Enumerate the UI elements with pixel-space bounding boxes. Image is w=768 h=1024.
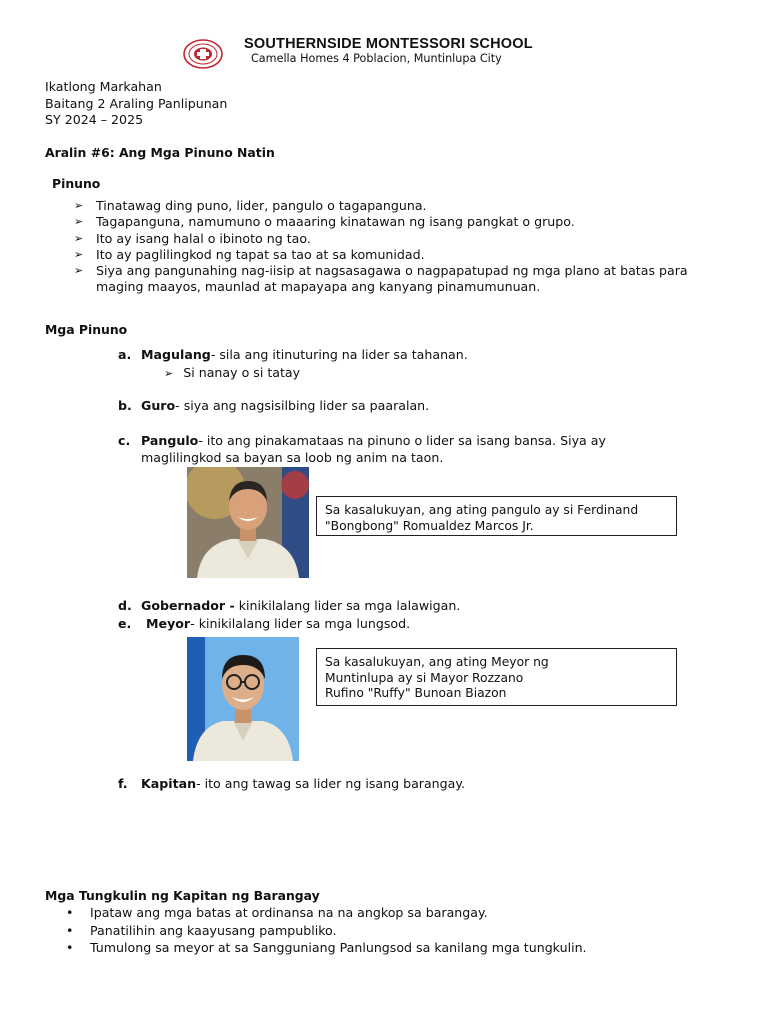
item-term: Magulang bbox=[141, 347, 211, 362]
mga-pinuno-heading: Mga Pinuno bbox=[45, 322, 128, 337]
pinuno-list bbox=[74, 198, 714, 296]
item-letter: e. bbox=[118, 616, 132, 631]
arrow-bullet-icon: ➢ bbox=[74, 199, 84, 212]
arrow-bullet-icon: ➢ bbox=[74, 215, 84, 229]
item-letter: d. bbox=[118, 598, 132, 613]
item-desc: kinikilalang lider sa mga lalawigan. bbox=[234, 598, 461, 613]
bullet-dot-icon: • bbox=[66, 905, 74, 920]
quarter-label: Ikatlong Markahan bbox=[45, 79, 162, 94]
item-letter: a. bbox=[118, 347, 132, 362]
item-term: Kapitan bbox=[141, 776, 197, 791]
item-letter: c. bbox=[118, 433, 131, 448]
arrow-bullet-icon: ➢ bbox=[74, 247, 84, 261]
subject-label: Baitang 2 Araling Panlipunan bbox=[45, 95, 228, 111]
school-address: Camella Homes 4 Poblacion, Muntinlupa City bbox=[251, 52, 502, 65]
list-item: ➢ Siya ang pangunahing nag-iisip at nagsasagawa o nagpapatupad ng mga plano at batas para maging maayos, maunlad at mapayapa ang kanyang pinamumunuan. bbox=[74, 263, 688, 295]
item-term: Gobernador - bbox=[141, 598, 235, 613]
item-term: Meyor bbox=[146, 616, 191, 631]
tungkulin-heading: Mga Tungkulin ng Kapitan ng Barangay bbox=[45, 888, 320, 903]
list-item: • Ipataw ang mga batas at ordinansa na na angkop sa barangay. bbox=[66, 905, 488, 920]
list-item: • Panatilihin ang kaayusang pampubliko. bbox=[66, 922, 337, 938]
mayor-photo bbox=[187, 637, 299, 761]
bullet-dot-icon: • bbox=[66, 940, 74, 955]
item-letter: f. bbox=[118, 776, 128, 791]
arrow-bullet-icon: ➢ bbox=[164, 367, 174, 380]
item-desc: - kinikilalang lider sa mga lungsod. bbox=[190, 616, 411, 631]
president-photo bbox=[187, 467, 309, 578]
sub-item: ➢ Si nanay o si tatay bbox=[164, 365, 301, 380]
list-item: ➢ Tagapanguna, namumuno o maaaring kinatawan ng isang pangkat o grupo. bbox=[74, 214, 575, 230]
item-term: Guro bbox=[141, 398, 176, 413]
item-desc: - ito ang tawag sa lider ng isang barangay. bbox=[196, 776, 466, 791]
item-letter: b. bbox=[118, 398, 132, 413]
lesson-title: Aralin #6: Ang Mga Pinuno Natin bbox=[45, 145, 275, 160]
item-term: Pangulo bbox=[141, 433, 199, 448]
tungkulin-list bbox=[66, 904, 587, 957]
list-item: ➢ Ito ay isang halal o ibinoto ng tao. bbox=[74, 230, 311, 246]
school-name: SOUTHERNSIDE MONTESSORI SCHOOL bbox=[244, 36, 533, 52]
arrow-bullet-icon: ➢ bbox=[74, 264, 84, 278]
list-item: • Tumulong sa meyor at sa Sangguniang Panlungsod sa kanilang mga tungkulin. bbox=[66, 940, 587, 955]
president-info-box: Sa kasalukuyan, ang ating pangulo ay si Ferdinand "Bongbong" Romualdez Marcos Jr. bbox=[316, 496, 677, 536]
pinuno-heading: Pinuno bbox=[52, 176, 101, 191]
bullet-dot-icon: • bbox=[66, 922, 74, 938]
school-year-label: SY 2024 – 2025 bbox=[45, 112, 144, 127]
item-desc: - sila ang itinuturing na lider sa tahanan. bbox=[210, 347, 468, 362]
item-desc: - siya ang nagsisilbing lider sa paaralan. bbox=[175, 398, 430, 413]
arrow-bullet-icon: ➢ bbox=[74, 231, 84, 245]
school-logo-seal bbox=[183, 39, 223, 69]
list-item: ➢ Tinatawag ding puno, lider, pangulo o tagapanguna. bbox=[74, 198, 427, 213]
mayor-info-box: Sa kasalukuyan, ang ating Meyor ng Muntinlupa ay si Mayor Rozzano Rufino "Ruffy" Bunoan Biazon bbox=[316, 648, 677, 706]
list-item: ➢ Ito ay paglilingkod ng tapat sa tao at sa komunidad. bbox=[74, 246, 425, 262]
item-desc: - ito ang pinakamataas na pinuno o lider sa isang bansa. Siya ay maglilingkod sa bayan sa loob ng anim na taon. bbox=[141, 433, 606, 465]
